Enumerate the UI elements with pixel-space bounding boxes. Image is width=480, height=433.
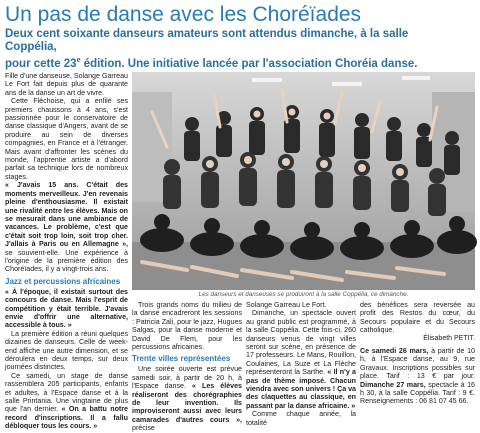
dance-group-photo: [132, 72, 475, 290]
paragraph-tail: précise: [132, 424, 155, 433]
article-column-4: [360, 301, 475, 406]
subheading: Trente villes représentées: [132, 354, 231, 364]
quote-bold: « On a battu notre record d'inscriptions. Il a fallu débloquer tous les cours. »: [5, 405, 128, 431]
paragraph-tail: se souvient-elle. Une expérience à l'origine de la première édition des Choréïades, il y a vingt-trois ans.: [5, 248, 128, 274]
paragraph-text: Dimanche, un spectacle ouvert au grand public est programmé, à la salle Coppélia. Cette fois-ci, 260 danseurs venus de vingt villes seront sur scène, en présence de 17 professeurs. Le Mans, Rouillon, Coulaines, La Suze et La Flèche représenteront la Sarthe.: [246, 309, 356, 377]
article-standfirst: [5, 28, 435, 71]
author-signature: Élisabeth PETIT.: [423, 334, 475, 342]
paragraph: Fille d'une danseuse, Solange Garreau Le Fort fait depuis plus de quarante ans de la danse un art de vivre.: [5, 72, 128, 97]
paragraph: Cette Fléchoise, qui a enfilé ses premiers chaussons à 4 ans, s'est passionnée pour le conservatoire de danse classique d'Angers, avant de se produire au sein de diverses compagnies, en France et à l'étranger. Mais avant d'affronter les scènes du monde, l'apprentie artiste a d'abord parfait sa technique lors de nombreux stages.: [5, 97, 128, 181]
paragraph: Comme chaque année, la totalité: [246, 410, 356, 427]
paragraph: La première édition a réuni quelques dizaines de danseurs. Celle de week-end affiche une autre dimension, et se déroulera en deux temps, sur deux journées distinctes.: [5, 329, 128, 372]
article-photo-block: [132, 72, 475, 299]
date-bold: Dimanche 27 mars,: [360, 380, 426, 389]
paragraph: Trois grands noms du milieu de la danse encadreront les sessions : Patricia Zali, pour le jazz, Hugues Salgas, pour la danse moderne et David De Flem, pour les percussions africaines.: [132, 301, 242, 352]
photo-caption: Les danseurs et danseuses se produiront à la salle Coppélia, ce dimanche.: [198, 291, 409, 298]
paragraph: des bénéfices sera reversée au profit des Restos du cœur, du Secours populaire et du Secours catholique.: [360, 301, 475, 335]
date-bold: Ce samedi 26 mars,: [360, 347, 429, 356]
standfirst-line-1: Deux cent soixante danseurs amateurs sont attendus dimanche, à la salle Coppélia,: [5, 28, 409, 53]
standfirst-text: pour cette 23: [5, 57, 77, 70]
paragraph-text: à partir de 10 h, à l'Espace danse, au 9, rue Gravaux. Inscriptions possibles sur place. Tarif : 13 € par jour.: [360, 347, 476, 381]
subheading: Jazz et percussions africaines: [5, 276, 121, 286]
article-column-1: [5, 72, 128, 431]
paragraph: Solange Garreau Le Fort.: [246, 301, 327, 309]
paragraph: [246, 309, 356, 410]
quote-bold: « Il n'y a pas de thème imposé. Chacun viendra avec son univers ! Ça va des claquettes au classique, en passant par la danse africaine. »: [246, 368, 357, 410]
article-column-2: [132, 301, 242, 433]
quote-bold: « Les élèves réaliseront des chorégraphies de leur invention. Ils improviseront aussi avec leurs camarades d'autres cours »,: [132, 382, 242, 424]
quote-bold: « J'avais 15 ans. C'était des moments merveilleux. J'en revenais pleine d'enthousiasme. Il existait une rivalité entre les élèves. Mais on se mesurait dans une ambiance de vacances. Le problème, c'est que c'était soit trop loin, soit trop cher. J'allais à Paris ou en Allemagne »,: [5, 181, 128, 249]
paragraph-text: Ce samedi, un stage de danse rassemblera 205 participants, enfants et adultes, à l'Espace danse et à la salle Printania. Une vingtaine de plus que l'an dernier.: [5, 371, 128, 414]
quote-bold: « À l'époque, il existait surtout des concours de danse. Mais l'esprit de compétition y était terrible. J'avais envie d'offrir une alternative, accessible à tous. »: [5, 287, 128, 330]
article-column-3: [246, 301, 356, 427]
standfirst-superscript: e: [76, 57, 81, 64]
paragraph-text: Une soirée ouverte est prévue samedi soir, à partir de 20 h, à l'Espace danse.: [132, 365, 242, 391]
paragraph-text: spectacle à 16 h 30, à la salle Coppélia. Tarif : 9 €. Renseignements : 06 81 07 45 66.: [360, 380, 476, 406]
photo-illustration: [132, 72, 475, 290]
paragraph: [5, 181, 128, 273]
paragraph: [132, 365, 242, 432]
standfirst-text-end: édition. Une initiative lancée par l'association Choréia danse.: [80, 57, 418, 70]
practical-info: [360, 347, 475, 406]
standfirst-line-2: [5, 54, 435, 71]
article-headline: Un pas de danse avec les Choréïades: [5, 3, 362, 26]
paragraph: [5, 372, 128, 431]
